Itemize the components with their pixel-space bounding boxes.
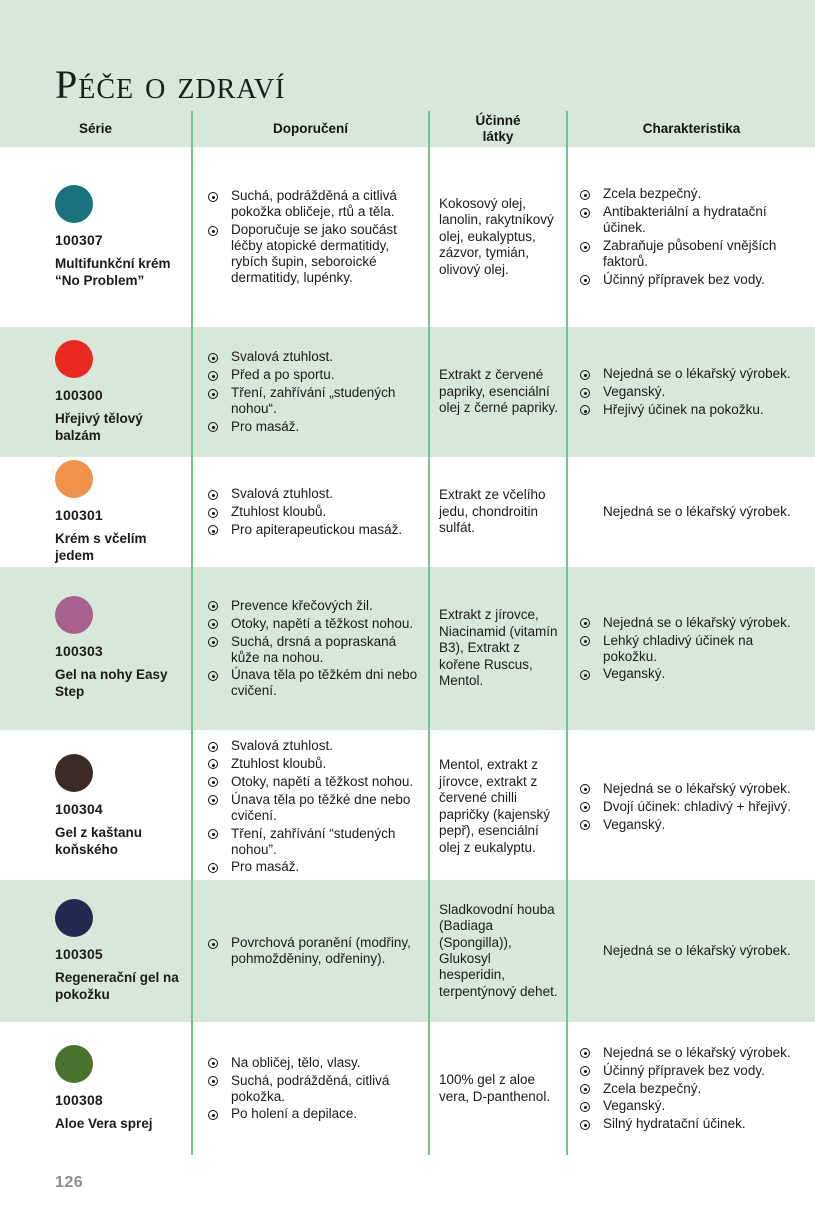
characteristics-list: [579, 613, 801, 685]
product-color-dot: [55, 596, 93, 634]
list-item: Po holení a depilace.: [207, 1106, 418, 1122]
list-item: Na obličej, tělo, vlasy.: [207, 1055, 418, 1071]
series-cell: [0, 1022, 191, 1155]
recommendations-cell: [191, 457, 428, 567]
characteristics-cell: [566, 1022, 815, 1155]
list-item: Svalová ztuhlost.: [207, 486, 418, 502]
characteristics-cell: [566, 567, 815, 730]
active-ingredients-text: 100% gel z aloe vera, D-panthenol.: [439, 1072, 551, 1104]
series-cell: [0, 567, 191, 730]
title-wrap: [0, 0, 815, 111]
list-item: Účinný přípravek bez vody.: [579, 1063, 801, 1079]
list-item: Veganský.: [579, 666, 801, 682]
active-ingredients-cell: [428, 457, 566, 567]
list-item: Otoky, napětí a těžkost nohou.: [207, 774, 418, 790]
characteristics-list: [579, 184, 801, 290]
list-item: Doporučuje se jako součást léčby atopické dermatitidy, rybích šupin, seboroické dermatitidy, lupénky.: [207, 222, 418, 286]
header-band: [0, 0, 815, 147]
list-item: Suchá, podrážděná a citlivá pokožka obličeje, rtů a těla.: [207, 188, 418, 220]
list-item: Ztuhlost kloubů.: [207, 756, 418, 772]
characteristics-text: Nejedná se o lékařský výrobek.: [603, 942, 791, 958]
active-ingredients-cell: [428, 567, 566, 730]
recommendations-cell: [191, 327, 428, 457]
recommendations-list: [207, 933, 418, 969]
active-ingredients-text: Extrakt z červené papriky, esenciální olej z černé papriky.: [439, 367, 559, 416]
list-item: Povrchová poranění (modřiny, pohmožděniny, odřeniny).: [207, 935, 418, 967]
list-item: Svalová ztuhlost.: [207, 349, 418, 365]
product-code: 100300: [55, 386, 103, 403]
series-cell: [0, 730, 191, 883]
series-cell: [0, 880, 191, 1022]
recommendations-cell: [191, 147, 428, 327]
column-header-ucinne-latky-label: Účinné látky: [475, 113, 521, 144]
table-row: [0, 567, 815, 730]
active-ingredients-cell: [428, 327, 566, 457]
product-name: Multifunkční krém “No Problem”: [55, 255, 171, 288]
product-color-dot: [55, 460, 93, 498]
table-row: [0, 880, 815, 1022]
list-item: Dvojí účinek: chladivý + hřejivý.: [579, 799, 801, 815]
column-header-ucinne-latky: [428, 111, 566, 147]
active-ingredients-text: Sladkovodní houba (Badiaga (Spongilla)), Glukosyl hesperidin, terpentýnový dehet.: [439, 901, 558, 999]
list-item: Tření, zahřívání „studených nohou“.: [207, 385, 418, 417]
list-item: Prevence křečových žil.: [207, 598, 418, 614]
list-item: Únava těla po těžkém dni nebo cvičení.: [207, 667, 418, 699]
series-cell: [0, 457, 191, 567]
list-item: Zcela bezpečný.: [579, 186, 801, 202]
recommendations-list: [207, 484, 418, 540]
product-name: Krém s včelím jedem: [55, 530, 147, 563]
product-name: Regenerační gel na pokožku: [55, 969, 179, 1002]
list-item: Svalová ztuhlost.: [207, 738, 418, 754]
list-item: Hřejivý účinek na pokožku.: [579, 402, 801, 418]
active-ingredients-text: Kokosový olej, lanolin, rakytníkový olej, eukalyptus, zázvor, tymián, olivový olej.: [439, 195, 554, 277]
product-name: Gel na nohy Easy Step: [55, 667, 168, 699]
list-item: Nejedná se o lékařský výrobek.: [579, 366, 801, 382]
product-code: 100308: [55, 1091, 103, 1108]
page-number: 126: [55, 1174, 84, 1191]
recommendations-cell: [191, 567, 428, 730]
recommendations-list: [207, 1053, 418, 1125]
recommendations-list: [207, 736, 418, 877]
recommendations-cell: [191, 730, 428, 883]
product-code: 100303: [55, 643, 103, 660]
characteristics-cell: [566, 327, 815, 457]
list-item: Veganský.: [579, 384, 801, 400]
table-row: [0, 1022, 815, 1155]
page-footer: [0, 1155, 815, 1211]
recommendations-list: [207, 347, 418, 437]
product-color-dot: [55, 340, 93, 378]
list-item: Veganský.: [579, 1098, 801, 1114]
list-item: Pro apiterapeutickou masáž.: [207, 522, 418, 538]
product-code: 100305: [55, 945, 103, 962]
list-item: Antibakteriální a hydratační účinek.: [579, 204, 801, 236]
active-ingredients-cell: [428, 880, 566, 1022]
characteristics-cell: [566, 147, 815, 327]
list-item: Nejedná se o lékařský výrobek.: [579, 615, 801, 631]
list-item: Pro masáž.: [207, 419, 418, 435]
characteristics-cell: [566, 730, 815, 883]
product-color-dot: [55, 1045, 93, 1083]
list-item: Suchá, drsná a popraskaná kůže na nohou.: [207, 634, 418, 666]
active-ingredients-text: Extrakt z jírovce, Niacinamid (vitamín B3), Extrakt z kořene Ruscus, Mentol.: [439, 607, 558, 689]
list-item: Silný hydratační účinek.: [579, 1116, 801, 1132]
recommendations-cell: [191, 1022, 428, 1155]
active-ingredients-cell: [428, 1022, 566, 1155]
list-item: Účinný přípravek bez vody.: [579, 272, 801, 288]
column-header-charakteristika: Charakteristika: [566, 111, 815, 147]
characteristics-text: Nejedná se o lékařský výrobek.: [603, 503, 791, 519]
table-row: [0, 457, 815, 567]
list-item: Pro masáž.: [207, 859, 418, 875]
product-name: Aloe Vera sprej: [55, 1115, 153, 1131]
list-item: Lehký chladivý účinek na pokožku.: [579, 633, 801, 665]
characteristics-list: [579, 779, 801, 835]
product-code: 100304: [55, 801, 103, 818]
product-name: Gel z kaštanu koňského: [55, 825, 143, 858]
table-row: [0, 730, 815, 880]
characteristics-cell: [566, 457, 815, 567]
product-color-dot: [55, 754, 93, 792]
recommendations-list: [207, 596, 418, 702]
list-item: Před a po sportu.: [207, 367, 418, 383]
list-item: Únava těla po těžké dne nebo cvičení.: [207, 792, 418, 824]
list-item: Suchá, podrážděná, citlivá pokožka.: [207, 1073, 418, 1105]
list-item: Ztuhlost kloubů.: [207, 504, 418, 520]
recommendations-list: [207, 186, 418, 288]
list-item: Tření, zahřívání “studených nohou”.: [207, 826, 418, 858]
list-item: Nejedná se o lékařský výrobek.: [579, 781, 801, 797]
product-color-dot: [55, 899, 93, 937]
column-header-doporuceni: Doporučení: [191, 111, 428, 147]
characteristics-list: [579, 1043, 801, 1135]
recommendations-cell: [191, 880, 428, 1022]
list-item: Nejedná se o lékařský výrobek.: [579, 1045, 801, 1061]
table-row: [0, 147, 815, 327]
characteristics-list: [579, 364, 801, 420]
series-cell: [0, 147, 191, 327]
list-item: Zabraňuje působení vnějších faktorů.: [579, 238, 801, 270]
column-header-serie: Série: [78, 121, 113, 137]
characteristics-cell: [566, 880, 815, 1022]
product-code: 100307: [55, 231, 103, 248]
series-cell: [0, 327, 191, 457]
table-row: [0, 327, 815, 457]
product-name: Hřejivý tělový balzám: [55, 410, 143, 443]
list-item: Veganský.: [579, 817, 801, 833]
product-code: 100301: [55, 506, 103, 523]
active-ingredients-cell: [428, 730, 566, 883]
active-ingredients-cell: [428, 147, 566, 327]
table-header-row: [0, 111, 815, 147]
list-item: Otoky, napětí a těžkost nohou.: [207, 616, 418, 632]
page-title: Péče o zdraví: [55, 62, 286, 107]
list-item: Zcela bezpečný.: [579, 1081, 801, 1097]
active-ingredients-text: Mentol, extrakt z jírovce, extrakt z červené chilli papričky (kajenský pepř), esenciální olej z eukalyptu.: [439, 757, 551, 855]
active-ingredients-text: Extrakt ze včelího jedu, chondroitin sulfát.: [439, 487, 546, 536]
product-color-dot: [55, 185, 93, 223]
